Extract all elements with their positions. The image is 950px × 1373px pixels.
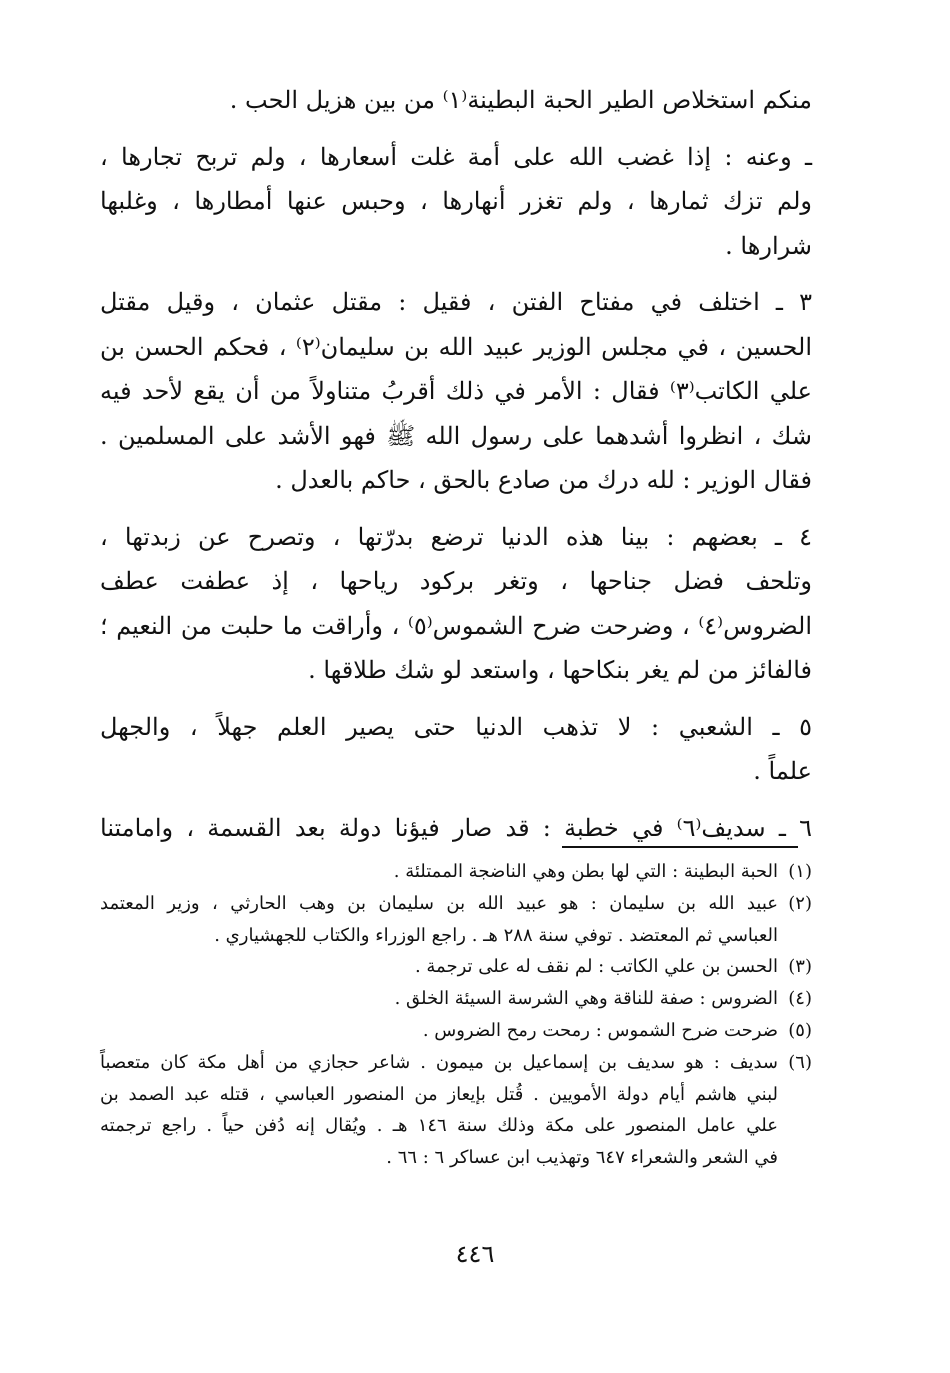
paragraph-4: [100, 515, 812, 693]
footnote-line: العباسي ثم المعتضد . توفي سنة ٢٨٨ هـ . راجع الوزراء والكتاب للجهشياري .: [214, 924, 778, 946]
page-number: ٤٤٦: [455, 1240, 495, 1268]
text-line: شك ، انظروا أشدهما على رسول الله ﷺ فهو الأشد على المسلمين .: [100, 421, 812, 450]
paragraph-5: [100, 705, 812, 794]
footnote-body: [100, 951, 778, 983]
footnote-separator: [562, 846, 798, 848]
footnote-number: (٤): [788, 988, 812, 1010]
footnote-line: علي عامل المنصور على مكة وذلك سنة ١٤٦ هـ . ويُقال إنه دُفن حياً . راجع ترجمته: [100, 1115, 778, 1137]
text-line: فقال الوزير : لله درك من صادع بالحق ، حاكم بالعدل .: [275, 466, 812, 494]
main-text: [100, 78, 812, 862]
text-line: ٦ ـ سديف⁽٦⁾ في خطبة : قد صار فيؤنا دولة بعد القسمة ، وامامتنا: [100, 813, 812, 842]
footnote-line: ضرحت ضرح الشموس : رمحت رمح الضروس .: [422, 1019, 778, 1041]
footnote-number: (٣): [788, 956, 812, 978]
text-line: ولم تزك ثمارها ، ولم تغزر أنهارها ، وحبس عنها أمطارها ، وغلبها: [100, 187, 812, 215]
text-line: شرارها .: [725, 231, 812, 260]
text-line: ٣ ـ اختلف في مفتاح الفتن ، فقيل : مقتل عثمان ، وقيل مقتل: [100, 288, 813, 316]
text-line: علماً .: [753, 757, 812, 785]
text-line: علي الكاتب⁽٣⁾ فقال : الأمر في ذلك أقربُ متناولاً من أن يقع لأحد فيه: [100, 377, 813, 405]
footnote-line: الحبة البطينة : التي لها بطن وهي الناضجة الممتلئة .: [393, 861, 778, 882]
footnote-body: [100, 1047, 778, 1174]
footnote-body: [100, 1015, 778, 1047]
footnote-3: [100, 951, 812, 983]
paragraph-continuation: [100, 78, 812, 123]
footnote-line: سديف : هو سديف بن إسماعيل بن ميمون . شاعر حجازي من أهل مكة كان متعصباً: [100, 1051, 778, 1073]
footnote-body: [100, 888, 778, 952]
text-line: ٤ ـ بعضهم : بينا هذه الدنيا ترضع بدرّتها ، وتصرح عن زبدتها ،: [100, 522, 812, 551]
footnote-body: [100, 983, 778, 1015]
footnote-line: عبيد الله بن سليمان : هو عبيد الله بن سليمان بن وهب الحارثي ، وزير المعتمد: [100, 892, 778, 914]
text-line: ٥ ـ الشعبي : لا تذهب الدنيا حتى يصير العلم جهلاً ، والجهل: [100, 712, 812, 741]
paragraph-2: [100, 135, 812, 269]
footnote-4: [100, 983, 812, 1015]
footnote-line: الحسن بن علي الكاتب : لم نقف له على ترجمة .: [414, 956, 778, 978]
paragraph-6: [100, 806, 812, 851]
footnote-5: [100, 1015, 812, 1047]
footnote-number: (٢): [788, 892, 812, 914]
footnote-body: [100, 856, 778, 888]
footnote-1: [100, 856, 812, 888]
footnote-6: [100, 1047, 812, 1174]
footnote-line: لبني هاشم أيام دولة الأمويين . قُتل بإيعاز من المنصور العباسي ، قتله عبد الصمد بن: [100, 1083, 778, 1105]
footnote-number: (٦): [788, 1051, 812, 1073]
text-line: فالفائز من لم يغر بنكاحها ، واستعد لو شك طلاقها .: [308, 656, 812, 684]
footnote-line: في الشعر والشعراء ٦٤٧ وتهذيب ابن عساكر ٦ : ٦٦ .: [386, 1147, 778, 1169]
text-line: وتلحف فضل جناحها ، وتغر بركود رياحها ، إذ عطفت عطف: [100, 567, 812, 595]
text-line: منكم استخلاص الطير الحبة البطينة⁽١⁾ من بين هزيل الحب .: [229, 86, 812, 114]
footnote-number: (٥): [788, 1019, 812, 1041]
footnotes: [100, 856, 812, 1174]
footnote-line: الضروس : صفة للناقة وهي الشرسة السيئة الخلق .: [394, 988, 778, 1010]
text-line: الحسين ، في مجلس الوزير عبيد الله بن سليمان⁽٢⁾ ، فحكم الحسن بن: [100, 332, 812, 361]
footnote-2: [100, 888, 812, 952]
paragraph-3: [100, 280, 812, 503]
text-line: ـ وعنه : إذا غضب الله على أمة غلت أسعارها ، ولم تربح تجارها ،: [100, 142, 812, 171]
footnote-number: (١): [788, 861, 812, 882]
text-line: الضروس⁽٤⁾ ، وضرحت ضرح الشموس⁽٥⁾ ، وأراقت ما حلبت من النعيم ؛: [100, 611, 812, 640]
